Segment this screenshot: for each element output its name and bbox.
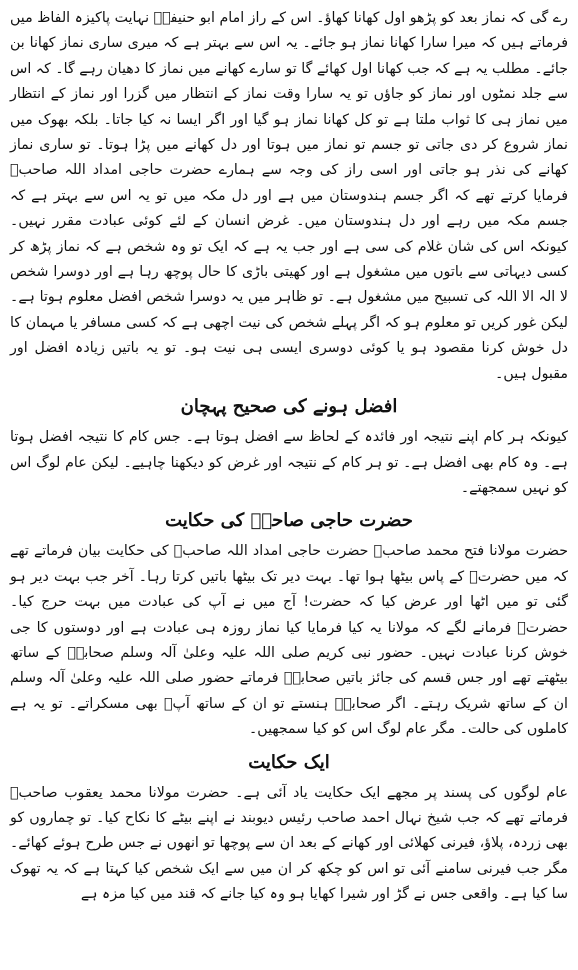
paragraph-ek-hikayat: عام لوگوں کی پسند پر مجھے ایک حکایت یاد آئی ہے۔ حضرت مولانا محمد یعقوب صاحبؒ فرماتے تھے کہ جب شیخ نہال احمد صاحب رئیس دیوبند نے اپنے بیٹے کا نکاح کیا۔ تو چماروں کو بھی زردہ، پلاؤ، فیرنی کھلائی اور کھانے کے بعد ان سے پوچھا تو انھوں نے جس طرح ہوئے کھائے۔ مگر جب فیرنی سامنے آئی تو اس کو چکھ کر ان میں سے ایک شخص کیا کہتا ہے کہ یہ تھوک سا کیا ہے۔ واقعی جس نے گڑ اور شیرا کھایا ہو وہ کیا جانے کہ قند میں کیا مزہ ہے bbox=[10, 784, 568, 903]
heading-haji-sahib-hikayat: حضرت حاجی صاحبؒ کی حکایت bbox=[165, 510, 413, 532]
heading-afzal-pehchan: افضل ہونے کی صحیح پہچان bbox=[180, 396, 398, 418]
paragraph-afzal-pehchan: کیونکہ ہر کام اپنے نتیجہ اور فائدہ کے لحاظ سے افضل ہوتا ہے۔ جس کام کا نتیجہ افضل ہوتا ہے۔ وہ کام بھی افضل ہے۔ تو ہر کام کے نتیجہ اور غرض کو دیکھنا چاہیے۔ لیکن عام لوگ اس کو نہیں سمجھتے۔ bbox=[10, 429, 568, 496]
paragraph-namaz-aur-khana: رے گی کہ نماز بعد کو پڑھو اول کھانا کھاؤ۔ اس کے راز امام ابو حنیفہؒ نہایت پاکیزہ الفاظ میں فرماتے ہیں کہ میرا سارا کھانا نماز ہو جائے۔ یہ اس سے بہتر ہے کہ میری ساری نماز کھانا بن جائے۔ مطلب یہ ہے کہ جب کھانا اول کھائے گا تو سارے کھانے میں نماز کا دھیان رہے گا۔ کہ اس سے جلد نمٹوں اور نماز کو جاؤں تو یہ سارا وقت نماز کے انتظار میں گزرا اور نماز کے انتظار میں نماز ہی کا ثواب ملتا ہے تو کل کھانا نماز ہو گیا اور اگر ایسا نہ کیا جاتا۔ بلکہ بھوک میں نماز شروع کر دی جاتی تو جسم تو نماز میں ہوتا اور دل کھانے میں پڑا ہوتا۔ تو ساری نماز کھانے کی نذر ہو جاتی اور اسی راز کی وجہ سے ہمارے حضرت حاجی امداد اللہ صاحبؒ فرمایا کرتے تھے کہ اگر جسم ہندوستان میں ہے اور دل مکہ میں تو یہ اس سے بہتر ہے کہ جسم مکہ میں رہے اور دل ہندوستان میں۔ غرض انسان کے لئے کوئی عبادت مقرر نہیں۔ کیونکہ اس کی شان غلام کی سی ہے اور جب یہ ہے کہ ایک تو وہ شخص ہے کہ نماز پڑھ کر کسی دیہاتی سے باتوں میں مشغول ہے اور کھیتی باڑی کا حال پوچھ رہا ہے اور دوسرا شخص لا الہ الا اللہ کی تسبیح میں مشغول ہے۔ تو ظاہر میں یہ دوسرا شخص افضل معلوم ہوتا ہے۔ لیکن غور کریں تو معلوم ہو کہ اگر پہلے شخص کی نیت اچھی ہے کہ کسی مسافر یا مہمان کا دل خوش کرنا مقصود ہو یا کوئی دوسری ایسی ہی نیت ہو۔ تو یہ باتیں زیادہ افضل اور مقبول ہیں۔ bbox=[10, 10, 568, 382]
heading-ek-hikayat: ایک حکایت bbox=[248, 751, 330, 773]
paragraph-haji-sahib-hikayat: حضرت مولانا فتح محمد صاحبؒ حضرت حاجی امداد اللہ صاحبؒ کی حکایت بیان فرماتے تھے کہ میں حضرتؒ کے پاس بیٹھا ہوا تھا۔ بہت دیر تک بیٹھا باتیں کرتا رہا۔ آخر جب بہت دیر ہو گئی تو میں اٹھا اور عرض کیا کہ حضرت! آج میں نے آپ کی عبادت میں بہت حرج کیا۔ حضرتؒ فرمانے لگے کہ مولانا یہ کیا فرمایا کیا نماز روزہ ہی عبادت ہے اور دوستوں کا جی خوش کرنا عبادت نہیں۔ حضور نبی کریم صلی اللہ علیہ وعلیٰ آلہ وسلم صحابہؓ کے ساتھ بیٹھتے تھے اور جس قسم کی جائز باتیں صحابہؓ فرماتے حضور صلی اللہ علیہ وعلیٰ آلہ وسلم ان کے ساتھ شریک رہتے۔ اگر صحابہؓ ہنستے تو ان کے ساتھ آپؐ بھی مسکراتے۔ تو یہ ہے کاملوں کی حالت۔ مگر عام لوگ اس کو کیا سمجھیں۔ bbox=[10, 543, 568, 738]
